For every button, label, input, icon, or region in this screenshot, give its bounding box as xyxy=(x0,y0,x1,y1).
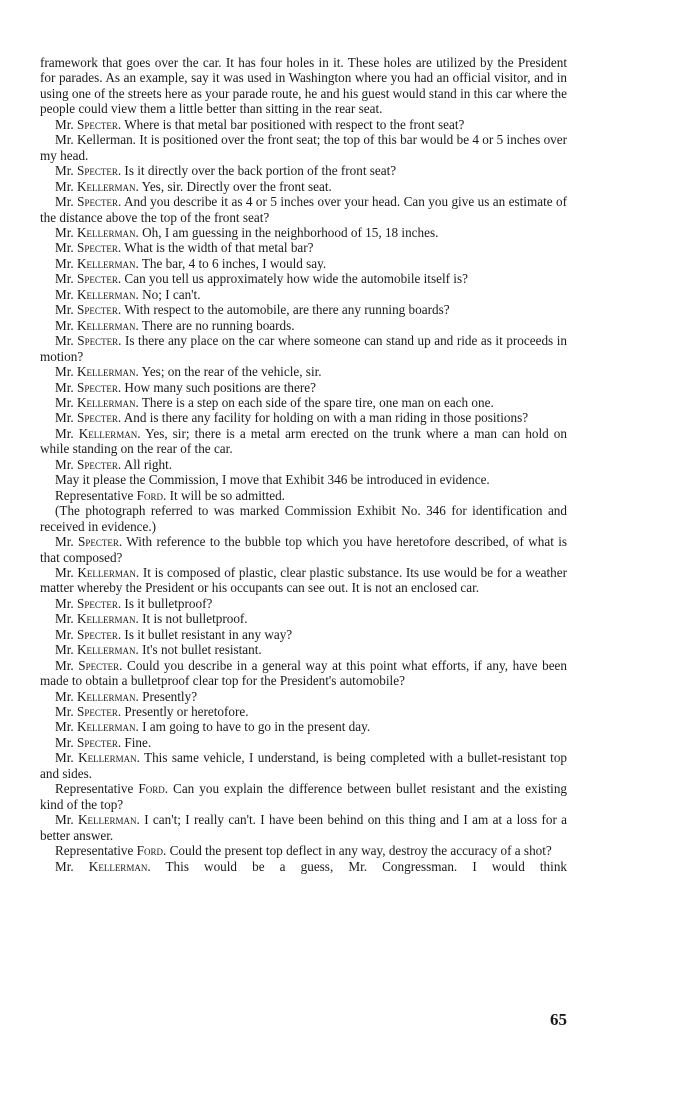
paragraph-text: It's not bullet resistant. xyxy=(142,642,262,658)
testimony-paragraph xyxy=(40,179,567,194)
speaker-name: Specter. xyxy=(78,534,123,550)
testimony-paragraph xyxy=(40,503,567,534)
paragraph-text: Is it bulletproof? xyxy=(124,595,213,611)
speaker-name: Ford. xyxy=(136,487,167,503)
testimony-paragraph xyxy=(40,117,567,132)
testimony-paragraph xyxy=(40,642,567,657)
paragraph-text: And is there any facility for holding on with a man riding in those positions? xyxy=(123,410,529,426)
speaker-title: Mr. xyxy=(55,302,74,318)
speaker-title: Mr. xyxy=(55,642,74,658)
testimony-paragraph xyxy=(40,627,567,642)
paragraph-text: Oh, I am guessing in the neighborhood of 15, 18 inches. xyxy=(142,224,439,240)
speaker-title: Mr. xyxy=(55,194,74,210)
speaker-name: Specter. xyxy=(76,410,122,426)
speaker-title: Representative xyxy=(55,781,134,797)
testimony-paragraph xyxy=(40,225,567,240)
testimony-paragraph xyxy=(40,843,567,858)
testimony-paragraph xyxy=(40,719,567,734)
testimony-paragraph xyxy=(40,457,567,472)
speaker-name: Kellerman. xyxy=(76,688,139,704)
testimony-paragraph xyxy=(40,410,567,425)
speaker-title: Representative xyxy=(55,843,134,859)
speaker-title: Mr. xyxy=(55,271,74,287)
speaker-name: Kellerman. xyxy=(76,611,139,627)
paragraph-text: framework that goes over the car. It has four holes in it. These holes are utilized by the President for parades. As an example, say it was used in Washington where you had an official visitor, and in using one of the streets here as your parade route, he and his guest would stand in this car where the people could view them a little better than sitting in the rear seat. xyxy=(40,55,567,117)
testimony-paragraph xyxy=(40,333,567,364)
speaker-title: Mr. xyxy=(55,116,74,132)
testimony-paragraph xyxy=(40,689,567,704)
speaker-title: Mr. xyxy=(55,734,74,750)
speaker-title: Mr. xyxy=(55,564,74,580)
testimony-paragraph xyxy=(40,271,567,286)
paragraph-text: Yes, sir. Directly over the front seat. xyxy=(141,178,332,194)
paragraph-text: How many such positions are there? xyxy=(124,379,316,395)
testimony-paragraph xyxy=(40,704,567,719)
transcript-page xyxy=(40,55,567,874)
testimony-paragraph xyxy=(40,302,567,317)
paragraph-text: Where is that metal bar positioned with respect to the front seat? xyxy=(124,116,465,132)
testimony-paragraph xyxy=(40,380,567,395)
speaker-title: Mr. xyxy=(55,364,74,380)
testimony-paragraph xyxy=(40,240,567,255)
speaker-title: Mr. xyxy=(55,240,74,256)
speaker-title: Mr. xyxy=(55,333,74,349)
paragraph-text: This would be a guess, Mr. Congressman. I would think xyxy=(165,858,568,874)
paragraph-text: It is positioned over the front seat; the top of this bar would be 4 or 5 inches over my head. xyxy=(40,132,568,163)
speaker-name: Kellerman. xyxy=(76,224,139,240)
testimony-paragraph xyxy=(40,781,567,812)
speaker-name: Specter. xyxy=(76,704,122,720)
testimony-paragraph xyxy=(40,287,567,302)
speaker-name: Specter. xyxy=(76,456,122,472)
paragraph-text: The bar, 4 to 6 inches, I would say. xyxy=(141,255,327,271)
speaker-title: Mr. xyxy=(55,595,74,611)
speaker-title: Mr. xyxy=(55,317,74,333)
speaker-title: Mr. xyxy=(55,657,74,673)
testimony-paragraph xyxy=(40,596,567,611)
speaker-title: Mr. xyxy=(55,750,74,766)
speaker-name: Kellerman. xyxy=(77,132,136,148)
paragraph-text: (The photograph referred to was marked Commission Exhibit No. 346 for identification and received in evidence.) xyxy=(40,503,567,534)
speaker-name: Specter. xyxy=(76,116,122,132)
paragraph-text: Fine. xyxy=(124,734,152,750)
paragraph-text: What is the width of that metal bar? xyxy=(124,240,314,256)
speaker-name: Specter. xyxy=(76,271,122,287)
paragraph-text: Presently or heretofore. xyxy=(124,704,249,720)
speaker-name: Kellerman. xyxy=(78,812,140,828)
speaker-name: Ford. xyxy=(136,843,167,859)
testimony-paragraph xyxy=(40,735,567,750)
speaker-name: Specter. xyxy=(76,595,122,611)
speaker-title: Mr. xyxy=(55,224,74,240)
paragraph-text: Yes; on the rear of the vehicle, sir. xyxy=(141,364,322,380)
paragraph-text: Yes, sir; there is a metal arm erected on the trunk where a man can hold on while standing on the rear of the car. xyxy=(40,425,567,457)
speaker-title: Mr. xyxy=(55,719,74,735)
testimony-paragraph xyxy=(40,318,567,333)
paragraph-text: May it please the Commission, I move that Exhibit 346 be introduced in evidence. xyxy=(55,472,490,488)
paragraph-text: Is there any place on the car where someone can stand up and ride as it proceeds in motion? xyxy=(40,333,568,364)
speaker-name: Specter. xyxy=(76,240,122,256)
speaker-title: Mr. xyxy=(55,410,74,426)
paragraph-text: Presently? xyxy=(142,688,198,704)
speaker-name: Kellerman. xyxy=(76,719,139,735)
paragraph-text: It is not bulletproof. xyxy=(142,611,248,627)
testimony-paragraph xyxy=(40,426,567,457)
speaker-name: Ford. xyxy=(138,781,169,797)
speaker-name: Specter. xyxy=(76,626,122,642)
speaker-name: Specter. xyxy=(77,333,122,349)
testimony-paragraph xyxy=(40,256,567,271)
speaker-title: Mr. xyxy=(55,704,74,720)
paragraph-text: There is a step on each side of the spare tire, one man on each one. xyxy=(141,394,494,410)
speaker-title: Mr. xyxy=(55,456,74,472)
speaker-title: Mr. xyxy=(55,858,74,874)
testimony-paragraph xyxy=(40,194,567,225)
testimony-paragraph xyxy=(40,395,567,410)
speaker-name: Kellerman. xyxy=(88,858,151,874)
speaker-name: Kellerman. xyxy=(78,750,140,766)
paragraph-text: There are no running boards. xyxy=(141,317,295,333)
testimony-paragraph xyxy=(40,750,567,781)
speaker-name: Kellerman. xyxy=(78,425,141,441)
speaker-title: Representative xyxy=(55,487,134,503)
testimony-paragraph xyxy=(40,364,567,379)
paragraph-text: And you describe it as 4 or 5 inches over your head. Can you give us an estimate of the distance above the top of the front seat? xyxy=(40,194,568,225)
paragraph-text: Is it bullet resistant in any way? xyxy=(124,626,293,642)
speaker-title: Mr. xyxy=(55,425,74,441)
paragraph-text: Can you explain the difference between bullet resistant and the existing kind of the top? xyxy=(40,781,568,812)
paragraph-text: It will be so admitted. xyxy=(169,487,285,503)
speaker-name: Specter. xyxy=(76,302,122,318)
paragraph-text: I can't; I really can't. I have been behind on this thing and I am at a loss for a better answer. xyxy=(40,812,568,843)
speaker-title: Mr. xyxy=(55,286,74,302)
speaker-title: Mr. xyxy=(55,379,74,395)
paragraph-text: With respect to the automobile, are there any running boards? xyxy=(124,302,450,318)
speaker-name: Specter. xyxy=(78,657,123,673)
testimony-paragraph xyxy=(40,611,567,626)
paragraph-text: It is composed of plastic, clear plastic substance. Its use would be for a weather matter whereby the President or his occupants can see out. It is not an enclosed car. xyxy=(40,564,568,596)
paragraph-text: This same vehicle, I understand, is being completed with a bullet-resistant top and sides. xyxy=(40,750,568,781)
speaker-title: Mr. xyxy=(55,611,74,627)
speaker-name: Kellerman. xyxy=(76,642,139,658)
speaker-title: Mr. xyxy=(55,534,74,550)
paragraph-text: Can you tell us approximately how wide the automobile itself is? xyxy=(124,271,468,287)
paragraph-text: Could the present top deflect in any way, destroy the accuracy of a shot? xyxy=(169,843,552,859)
paragraph-text: All right. xyxy=(123,456,173,472)
speaker-title: Mr. xyxy=(55,178,74,194)
testimony-paragraph xyxy=(40,812,567,843)
testimony-paragraph xyxy=(40,565,567,596)
testimony-paragraph xyxy=(40,658,567,689)
speaker-title: Mr. xyxy=(55,163,74,179)
testimony-paragraph xyxy=(40,534,567,565)
speaker-name: Kellerman. xyxy=(76,364,139,380)
speaker-name: Specter. xyxy=(77,194,122,210)
testimony-paragraph xyxy=(40,488,567,503)
testimony-paragraph xyxy=(40,132,567,163)
speaker-title: Mr. xyxy=(55,812,74,828)
testimony-paragraph xyxy=(40,163,567,178)
speaker-title: Mr. xyxy=(55,688,74,704)
testimony-paragraph xyxy=(40,859,567,874)
speaker-name: Specter. xyxy=(76,734,122,750)
speaker-title: Mr. xyxy=(55,394,74,410)
testimony-paragraph xyxy=(40,55,567,117)
paragraph-text: Could you describe in a general way at this point what efforts, if any, have been made to obtain a bulletproof clear top for the President's automobile? xyxy=(40,657,568,689)
speaker-title: Mr. xyxy=(55,132,74,148)
page-number: 65 xyxy=(550,1010,567,1029)
speaker-name: Kellerman. xyxy=(76,394,139,410)
paragraph-text: I am going to have to go in the present day. xyxy=(142,719,371,735)
speaker-name: Kellerman. xyxy=(77,564,140,580)
speaker-title: Mr. xyxy=(55,255,74,271)
speaker-name: Kellerman. xyxy=(76,255,139,271)
speaker-name: Kellerman. xyxy=(76,317,139,333)
speaker-name: Specter. xyxy=(76,379,122,395)
paragraph-text: No; I can't. xyxy=(142,286,201,302)
testimony-paragraph xyxy=(40,472,567,487)
speaker-name: Kellerman. xyxy=(76,286,139,302)
speaker-title: Mr. xyxy=(55,626,74,642)
paragraph-text: With reference to the bubble top which you have heretofore described, of what is that composed? xyxy=(40,534,568,565)
speaker-name: Kellerman. xyxy=(76,178,139,194)
paragraph-text: Is it directly over the back portion of the front seat? xyxy=(124,163,397,179)
speaker-name: Specter. xyxy=(76,163,122,179)
